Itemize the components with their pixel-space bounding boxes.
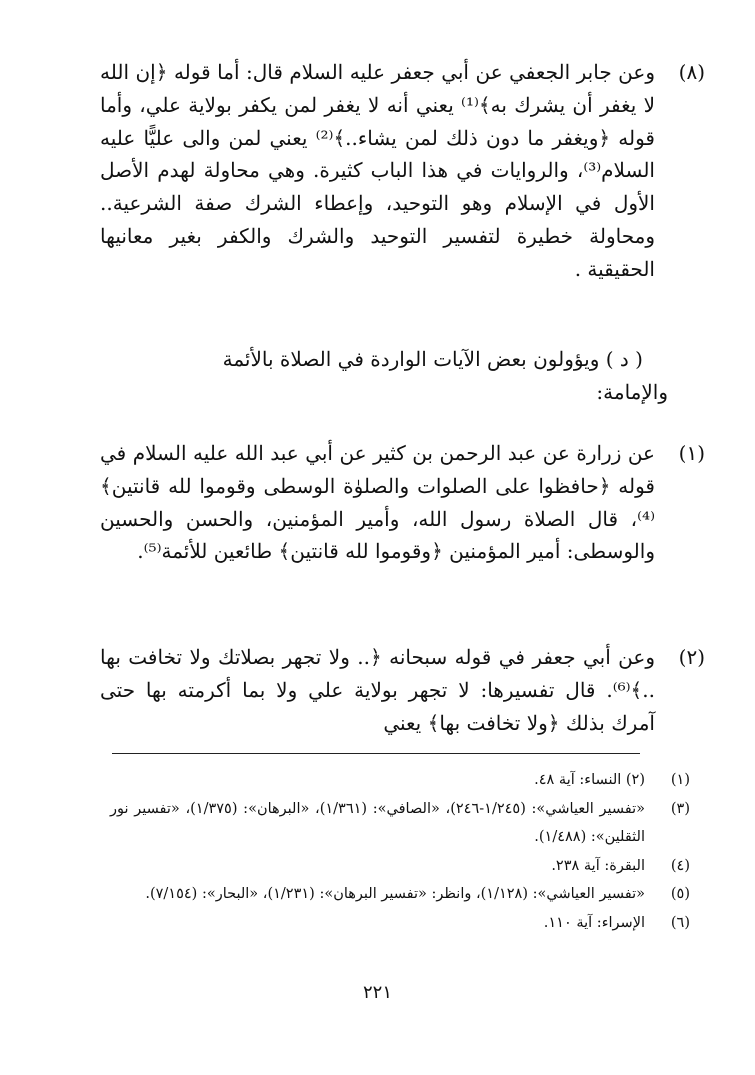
footnote-number: (٤): [670, 857, 690, 874]
footnote-divider: [112, 753, 640, 754]
footnote: [110, 852, 690, 881]
paragraph-number: (١): [678, 441, 705, 465]
paragraph-number: (٨): [678, 60, 705, 84]
paragraph-number: (٢): [678, 645, 705, 669]
footnote-text: (٢) النساء: آية ٤٨.: [534, 772, 645, 788]
footnote-number: (٦): [670, 914, 690, 931]
footnote-number: (٥): [670, 886, 690, 902]
footnote-number: (١): [670, 772, 690, 788]
paragraph-8: [100, 56, 705, 286]
footnote: [110, 909, 690, 938]
paragraph-2: [100, 641, 705, 739]
footnote-text: البقرة: آية ٢٣٨.: [551, 857, 645, 874]
footnote: [110, 766, 690, 795]
footnote-number: (٣): [670, 800, 690, 817]
paragraph-1: [100, 437, 705, 568]
footnote-text: «تفسير العياشي»: (١/١٢٨)، وانظر: «تفسير البرهان»: (١/٢٣١)، «البحار»: (٧/١٥٤).: [145, 886, 645, 902]
section-d-heading: [90, 343, 668, 409]
paragraph-text: وعن أبي جعفر في قوله سبحانه ﴿.. ولا تجهر بصلاتك ولا تخافت بها ..﴾⁽⁶⁾. قال تفسيرها: لا تجهر بولاية علي ولا بما أكرمته بها حتى آمرك بذلك ﴿ولا تخافت بها﴾ يعني: [100, 645, 655, 735]
paragraph-text: عن زرارة عن عبد الرحمن بن كثير عن أبي عبد الله عليه السلام في قوله ﴿حافظوا على الصلوات والصلوٰة الوسطى وقوموا لله قانتين﴾⁽⁴⁾، قال الصلاة رسول الله، وأمير المؤمنين، والحسن والحسين والوسطى: أمير المؤمنين ﴿وقوموا لله قانتين﴾ طائعين للأئمة⁽⁵⁾.: [100, 441, 655, 564]
paragraph-text: وعن جابر الجعفي عن أبي جعفر عليه السلام قال: أما قوله ﴿إن الله لا يغفر أن يشرك به﴾⁽¹⁾ يعني أنه لا يغفر لمن يكفر بولاية علي، وأما قوله ﴿ويغفر ما دون ذلك لمن يشاء..﴾⁽²⁾ يعني لمن والى عليًّا عليه السلام⁽³⁾، والروايات في هذا الباب كثيرة. وهي محاولة لهدم الأصل الأول في الإسلام وهو التوحيد، وإعطاء الشرك صفة الشرعية.. ومحاولة خطيرة لتفسير التوحيد والشرك والكفر بغير معانيها الحقيقية .: [100, 60, 656, 281]
section-d-text: ( د ) ويؤولون بعض الآيات الواردة في الصلاة بالأئمة: [222, 347, 643, 371]
section-d-tail: والإمامة:: [596, 379, 668, 404]
footnote: [110, 880, 690, 909]
footnote-text: «تفسير العياشي»: (١/٢٤٥-٢٤٦)، «الصافي»: (١/٣٦١)، «البرهان»: (١/٣٧٥)، «تفسير نور الثقلين»: (١/٤٨٨).: [110, 800, 646, 845]
footnote-text: الإسراء: آية ١١٠.: [543, 914, 645, 931]
footnote: [110, 795, 690, 852]
page-number: ٢٢١: [362, 982, 392, 1003]
footnotes: [110, 766, 690, 937]
